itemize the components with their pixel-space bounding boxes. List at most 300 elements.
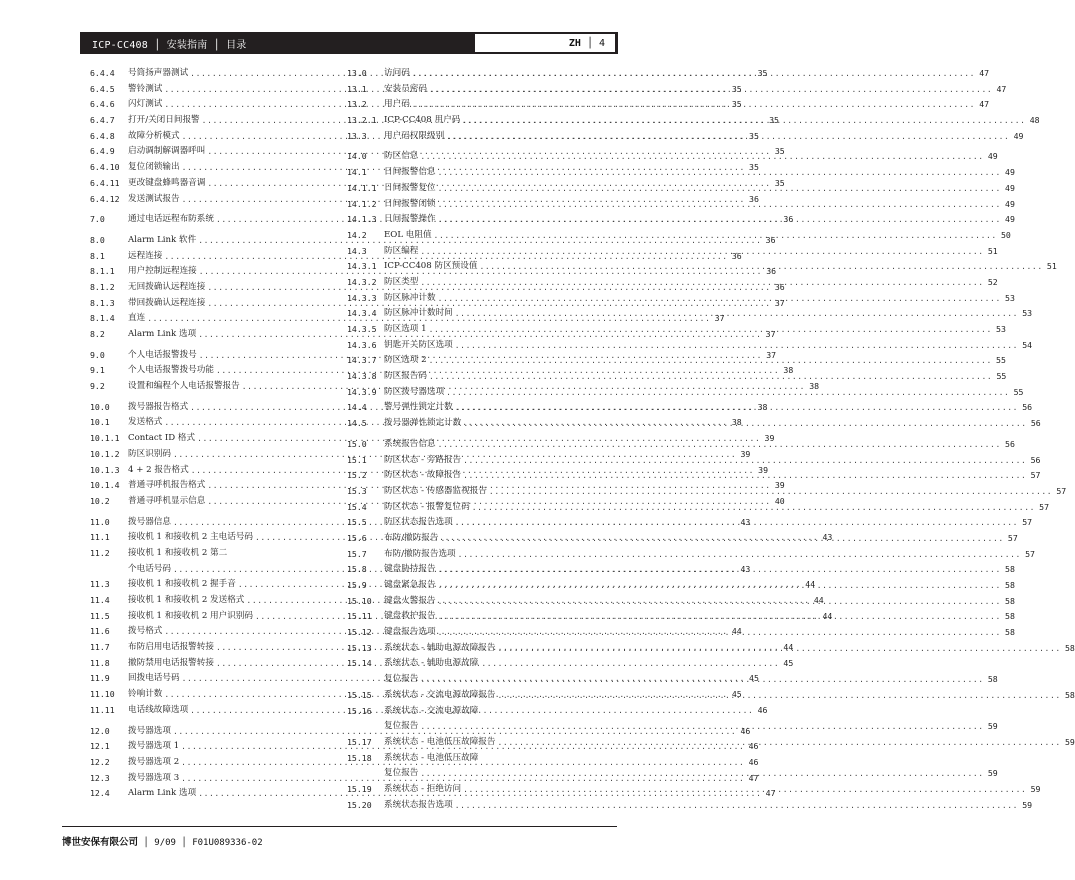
toc-entry-number: 14.1.3 [347,214,377,225]
toc-entry-number: 15.9 [347,580,367,590]
toc-entry-number: 14.5 [347,418,367,429]
toc-entry-title: 安装员密码 [384,83,427,94]
toc-entry-page: 53 [996,324,1006,334]
toc-entry-number: 9.0 [90,349,105,360]
toc-entry-page: 43 [740,516,751,527]
toc-leader-dots [436,625,1003,641]
toc-entry-title: Alarm Link 选项 [128,788,197,799]
language-code: ZH [568,37,581,49]
toc-entry-page: 39 [764,433,775,444]
toc-entry-title: 系统状态报告选项 [384,799,453,810]
toc-entry-page: 57 [1030,470,1041,481]
toc-entry-page: 39 [740,448,751,459]
toc-entry-page: 57 [1007,532,1018,543]
toc-entry-number: 8.1.2 [90,281,115,292]
toc-leader-dots [438,531,1005,547]
toc-entry-title: 接收机 1 和接收机 2 用户识别码 [128,610,253,621]
toc-entry-number: 14.1.2 [347,198,377,209]
toc-entry-title: 拨号器选项 3 [128,772,180,783]
toc-entry-page: 55 [1013,386,1024,397]
toc-entry-title: 拨号器信息 [128,516,171,527]
toc-entry-number [347,672,384,688]
toc-entry-page: 43 [740,563,751,574]
toc-leader-dots [496,641,1063,657]
toc-entry-number: 6.4.10 [90,162,120,173]
toc-entry-title: 故障分析模式 [128,130,180,141]
toc-entry-title: 拨号器选项 1 [128,741,180,752]
toc-leader-dots [436,181,1003,197]
toc-leader-dots [436,578,1003,594]
toc-leader-dots [461,453,1028,469]
toc-entry-title: 拨号器弹性锁定计数 [384,418,462,429]
toc-entry[interactable] [347,798,1033,814]
toc-entry-title: Contact ID 格式 [128,433,196,444]
toc-entry-title: 直连 [128,313,146,324]
toc-entry-title: 布防/撤防报告选项 [384,548,456,559]
toc-entry[interactable] [347,656,593,672]
toc-entry-number: 12.3 [90,772,110,783]
toc-entry-page: 47 [765,788,776,799]
toc-entry-page: 46 [740,725,751,736]
toc-entry-title: 闪灯测试 [128,99,163,110]
toc-entry-title: 防区状态 - 报警复位码 [384,501,470,512]
toc-entry-number: 15.16 [347,705,372,716]
toc-entry-number: 15.2 [347,470,367,481]
toc-entry-number: 14.0 [347,151,367,162]
toc-entry-number [90,562,128,578]
toc-entry-page: 57 [1022,517,1033,528]
toc-entry-number: 14.4 [347,402,367,413]
toc-entry-title: 访问码 [384,68,410,78]
toc-entry-title: 防区脉冲计数时间 [384,308,453,319]
toc-entry-number: 8.1 [90,250,105,261]
toc-entry-page: 46 [748,741,759,752]
toc-entry-page: 40 [774,495,785,506]
toc-entry-number: 11.6 [90,626,110,637]
toc-entry-title: 复位报告 [384,768,419,779]
toc-entry-number: 15.14 [347,658,372,669]
toc-entry-number: 15.4 [347,501,367,512]
toc-leader-dots [432,228,999,244]
toc-leader-dots [453,306,1020,322]
toc-entry-title: 防区编程 [384,245,419,256]
toc-entry-number: 15.6 [347,532,367,543]
toc-entry-number: 15.19 [347,783,372,794]
toc-entry-page: 47 [979,99,990,110]
toc-entry-title: 日间报警信息 [384,167,436,178]
toc-entry-number: 14.3.3 [347,292,377,303]
toc-entry-number: 9.1 [90,365,105,376]
toc-entry-page: 56 [1030,418,1041,429]
toc-leader-dots [461,782,1028,798]
toc-entry-title: 回拨电话号码 [128,673,180,684]
toc-entry-title: 防区报告码 [384,371,427,382]
toc-entry-title: 复位闭锁输出 [128,162,180,173]
toc-entry-page: 36 [774,281,785,292]
toc-entry-number: 14.3.7 [347,355,377,366]
toc-entry-number: 14.3.4 [347,308,377,319]
toc-entry-number: 7.0 [90,214,105,225]
toc-leader-dots [456,547,1023,563]
toc-entry-number: 11.2 [90,547,110,558]
toc-leader-dots [418,275,985,291]
toc-entry-number: 8.0 [90,234,105,245]
toc-entry-number: 6.4.6 [90,99,115,110]
toc-entry-title: 系统状态 - 辅助电源故障 [384,658,479,669]
toc-entry-number: 12.0 [90,725,110,736]
toc-entry-page: 44 [805,579,816,590]
toc-leader-dots [418,672,985,688]
toc-entry-page: 45 [749,673,759,684]
toc-leader-dots [470,500,1037,516]
toc-leader-dots [427,353,994,369]
toc-entry-page: 39 [774,480,785,491]
toc-entry-title: 撤防禁用电话报警转接 [128,657,214,668]
toc-entry[interactable] [90,546,336,562]
toc-entry-page: 36 [731,250,742,261]
toc-entry-page: 55 [996,371,1007,382]
toc-leader-dots [460,113,1027,129]
toc-entry-page: 46 [748,756,759,767]
toc-entry-page: 38 [757,401,768,412]
toc-leader-dots [436,291,1003,307]
toc-entry-page: 37 [766,349,777,360]
toc-entry-page: 52 [987,276,998,287]
toc-entry[interactable] [347,704,593,720]
toc-entry-page: 35 [769,115,779,126]
toc-entry-number: 10.1.1 [90,433,120,444]
toc-entry-title: 键盘火警报告 [384,595,436,606]
toc-entry-title: 防区状态 - 传感器监视报告 [384,485,487,496]
toc-leader-dots [461,416,1028,432]
toc-entry-title: 发送格式 [128,417,163,428]
toc-entry-number: 15.7 [347,548,367,559]
toc-entry-number: 15.13 [347,642,372,653]
toc-entry-page: 37 [714,313,725,324]
toc-entry-title: 防区状态 - 故障报告 [384,470,462,481]
toc-entry-number: 9.2 [90,381,105,392]
toc-leader-dots [418,766,985,782]
toc-entry-number: 14.3.1 [347,261,377,272]
toc-entry-title: 键盘报告选项 [384,627,436,638]
toc-entry-number: 15.10 [347,595,372,606]
toc-entry-number: 8.2 [90,329,105,339]
toc-entry-title: 布防/撤防报告 [384,532,439,543]
footer-rule [62,826,617,827]
toc-entry-page: 49 [1005,214,1015,225]
toc-entry-page: 37 [774,297,785,308]
toc-entry-title: 系统状态 - 交流电源故障报告 [384,689,496,700]
toc-leader-dots [436,212,1003,228]
toc-entry-title: 铃响计数 [128,689,163,700]
toc-entry-page: 57 [1056,485,1067,496]
toc-entry-page: 45 [783,657,794,668]
toc-entry-title: 防区脉冲计数 [384,292,436,303]
toc-entry-number: 14.3.6 [347,339,377,350]
toc-entry-number: 8.1.4 [90,313,115,324]
toc-entry-title: 电话线故障选项 [128,704,189,715]
toc-leader-dots [436,562,1003,578]
toc-entry-number: 11.10 [90,689,115,700]
toc-entry-title: 警号弹性锁定计数 [384,402,453,413]
toc-entry-number: 8.1.3 [90,297,115,308]
toc-entry-number: 6.4.12 [90,193,120,204]
toc-entry-page: 53 [1005,292,1015,303]
toc-entry-page: 49 [1005,182,1015,193]
toc-entry-page: 49 [1005,167,1015,178]
toc-entry-page: 49 [1005,198,1015,209]
toc-leader-dots [427,82,994,98]
toc-entry-page: 35 [749,130,759,141]
document-title: ICP-CC408 │ 安装指南 │ 目录 [92,39,247,51]
toc-entry-title: 复位报告 [384,674,419,685]
toc-entry-title: 键盘胁持报告 [384,564,436,575]
toc-entry-number: 15.20 [347,799,372,810]
toc-entry-number: 12.1 [90,741,110,752]
toc-entry-number: 15.3 [347,485,367,496]
toc-entry-number: 11.7 [90,642,110,653]
toc-entry-number: 12.4 [90,788,110,799]
toc-entry-page: 58 [1005,611,1015,622]
toc-leader-dots [496,688,1063,704]
toc-entry-number: 15.0 [347,438,367,449]
toc-entry-number: 10.1.4 [90,480,120,491]
toc-entry-title: 用户码 [384,99,410,110]
toc-entry-number: 15.15 [347,689,372,700]
toc-entry-number: 10.1 [90,417,110,428]
toc-leader-dots [453,798,1020,814]
toc-leader-dots [410,66,977,82]
toc-entry-title: 拨号器选项 2 [128,756,180,767]
toc-entry-number: 11.4 [90,595,110,605]
toc-entry-number: 6.4.11 [90,177,120,188]
toc-entry-title: 拨号器报告格式 [128,401,189,412]
toc-entry-title: 系统状态 - 电池低压故障 [384,752,479,763]
toc-entry-title: ICP-CC408 用户码 [384,115,461,126]
toc-entry-title: 日间报警复位 [384,182,436,193]
toc-entry-page: 59 [1022,799,1033,810]
toc-entry-page: 59 [1064,736,1075,747]
toc-entry-title: 防区信息 [384,151,419,162]
toc-entry-page: 47 [996,83,1007,94]
toc-leader-dots [427,369,994,385]
toc-entry-page: 35 [749,162,759,173]
toc-entry-page: 58 [1005,580,1015,590]
toc-entry-title: 通过电话远程布防系统 [128,214,214,225]
toc-entry-number: 13.2 [347,99,367,110]
toc-entry-number: 6.4.4 [90,68,115,78]
toc-entry-title: 个电话号码 [128,563,171,574]
toc-entry-title: Alarm Link 选项 [128,329,197,339]
toc-entry-number: 14.3 [347,245,367,256]
toc-leader-dots [444,385,1011,401]
toc-entry-page: 57 [1025,548,1035,559]
toc-entry-page: 48 [1029,115,1040,126]
toc-entry-title: 拨号格式 [128,626,163,637]
toc-entry-title: 个人电话报警拨号 [128,349,197,360]
toc-entry-page: 44 [822,610,833,621]
toc-leader-dots [418,719,985,735]
toc-entry-page: 53 [1022,308,1033,319]
toc-leader-dots [436,165,1003,181]
toc-entry-page: 35 [774,177,785,188]
toc-entry-page: 47 [979,68,990,78]
toc-entry-title: 系统状态 - 辅助电源故障报告 [384,642,496,653]
toc-entry[interactable] [347,338,1033,354]
toc-entry-number: 11.9 [90,673,110,684]
toc-entry-title: 带回拨确认远程连接 [128,297,206,308]
toc-entry-title: Alarm Link 软件 [128,234,197,245]
toc-entry-page: 45 [731,689,742,700]
toc-entry-page: 55 [996,355,1006,366]
toc-entry-title: 接收机 1 和接收机 2 握手音 [128,579,236,590]
toc-entry-number: 6.4.7 [90,115,115,126]
toc-entry-number: 15.1 [347,454,367,465]
toc-entry-title: 普通寻呼机报告格式 [128,480,206,491]
toc-entry-number: 11.1 [90,532,110,543]
toc-entry-number: 14.3.2 [347,276,377,287]
toc-entry-title: EOL 电阻值 [384,229,432,240]
toc-leader-dots [436,594,1003,610]
toc-entry-title: 更改键盘蜂鸣器音调 [128,177,206,188]
toc-entry-title: 接收机 1 和接收机 2 发送格式 [128,595,245,605]
toc-entry-page: 49 [987,151,998,162]
toc-entry-page: 56 [1005,438,1015,449]
toc-entry-title: 防区识别码 [128,448,171,459]
toc-leader-dots [496,735,1063,751]
toc-entry-title: 设置和编程个人电话报警报告 [128,381,240,392]
toc-entry-title: 个人电话报警拨号功能 [128,365,214,376]
toc-entry-title: 防区拨号器选项 [384,386,445,397]
toc-entry-title: 号筒扬声器测试 [128,68,189,78]
toc-entry-page: 59 [987,721,998,732]
toc-leader-dots [453,338,1020,354]
toc-entry-title: 远程连接 [128,250,163,261]
toc-entry-title: 无回拨确认远程连接 [128,281,206,292]
toc-entry-number: 6.4.8 [90,130,115,141]
toc-leader-dots [487,484,1054,500]
toc-entry-page: 36 [765,234,776,245]
toc-entry-page: 59 [1030,783,1041,794]
toc-entry-title: 键盘紧急报告 [384,580,436,590]
toc-entry-number: 13.3 [347,130,367,141]
toc-entry[interactable] [347,751,593,767]
toc-leader-dots [418,149,985,165]
toc-entry-number: 13.1 [347,83,367,94]
toc-leader-dots [453,400,1020,416]
toc-entry-page: 35 [757,68,768,78]
toc-entry-number: 12.2 [90,756,110,767]
toc-entry-page: 47 [748,772,759,783]
toc-entry-number: 15.8 [347,564,367,575]
toc-entry-page: 49 [1013,130,1024,141]
toc-entry-title: 普通寻呼机显示信息 [128,495,206,506]
toc-entry-number: 15.12 [347,627,372,638]
toc-leader-dots [444,129,1011,145]
toc-leader-dots [436,437,1003,453]
toc-entry-page: 38 [809,381,820,392]
toc-entry-number: 14.3.9 [347,386,377,397]
toc-entry-page: 36 [783,214,794,225]
toc-entry-title: 4 + 2 报告格式 [128,464,189,475]
toc-entry-title: ICP-CC408 防区预设值 [384,261,478,272]
toc-entry-title: 防区类型 [384,276,419,287]
toc-entry[interactable] [347,547,1035,563]
toc-entry-number: 11.11 [90,704,115,715]
toc-entry-page: 43 [822,532,833,543]
header-page-box [474,33,616,53]
toc-entry-title: 接收机 1 和接收机 2 第二 [128,547,228,558]
header-separator: │ [586,37,593,49]
toc-entry-number: 6.4.9 [90,146,115,157]
footer-info: │ 9/09 │ F01U089336-02 [138,838,263,848]
toc-leader-dots [477,259,1044,275]
toc-entry-page: 39 [758,464,769,475]
toc-entry-page: 58 [1005,564,1015,575]
toc-leader-dots [427,322,994,338]
footer-company: 博世安保有限公司 [62,837,139,848]
toc-entry-title: 系统状态 - 电池低压故障报告 [384,736,496,747]
toc-entry-title: 防区选项 1 [384,324,427,334]
toc-entry-title: 用户码权限级别 [384,130,445,141]
toc-entry-title: 日间报警闭锁 [384,198,436,209]
toc-entry-title: 防区选项 2 [384,355,427,366]
toc-entry-number: 11.8 [90,657,110,668]
toc-entry-page: 57 [1039,501,1050,512]
toc-entry-number: 10.1.2 [90,448,120,459]
toc-entry-page: 44 [783,642,794,653]
footer [62,834,263,848]
toc-entry-page: 38 [731,417,742,428]
toc-entry-number: 14.1.1 [347,182,377,193]
toc-entry-title: 钥匙开关防区选项 [384,339,453,350]
toc-leader-dots [436,197,1003,213]
toc-entry-number: 14.3.8 [347,371,377,382]
toc-entry-title: 接收机 1 和接收机 2 主电话号码 [128,532,253,543]
toc-entry-page: 51 [1046,261,1057,272]
toc-entry-number: 8.1.1 [90,266,115,277]
toc-entry-number: 6.4.5 [90,83,115,94]
toc-entry-number: 14.2 [347,229,367,240]
toc-entry-page: 58 [1005,595,1015,606]
page-number: 4 [598,37,605,49]
toc-entry-title: 日间报警操作 [384,214,436,225]
toc-entry-title: 用户控制远程连接 [128,266,197,277]
toc-entry-number [347,766,384,782]
toc-entry-number: 14.1 [347,167,367,178]
toc-entry-page: 56 [1030,454,1041,465]
toc-entry-title: 键盘救护报告 [384,611,436,622]
toc-entry-number: 13.2.1 [347,115,377,126]
toc-entry[interactable] [347,369,1007,385]
toc-leader-dots [461,468,1028,484]
toc-entry-number: 15.11 [347,611,372,622]
toc-entry-title: 布防启用电话报警转接 [128,642,214,653]
toc-entry-page: 35 [774,146,785,157]
toc-entry-number: 13.0 [347,68,367,78]
toc-entry-number: 10.1.3 [90,464,120,475]
toc-entry-page: 51 [987,245,998,256]
toc-entry-title: 打开/关闭日间报警 [128,115,200,126]
toc-entry-number: 11.5 [90,610,110,621]
toc-entry-title: 系统状态 - 拒绝访问 [384,783,462,794]
toc-entry[interactable] [347,353,1006,369]
toc-entry-title: 系统状态 - 交流电源故障 [384,705,479,716]
toc-entry-title: 启动调制解调器呼叫 [128,146,206,157]
toc-entry-page: 58 [1005,627,1015,638]
toc-entry-number [347,719,384,735]
toc-entry-title: 警铃测试 [128,83,163,94]
